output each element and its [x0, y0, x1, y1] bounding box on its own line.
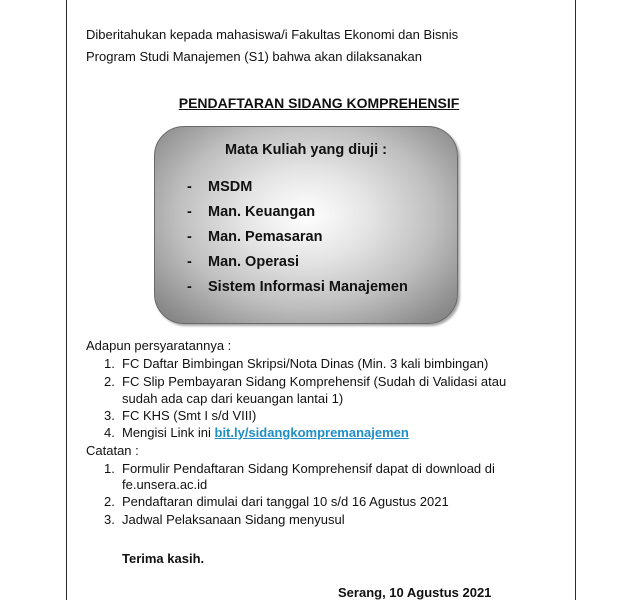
requirement-item: 1. FC Daftar Bimbingan Skripsi/Nota Dinas (Min. 3 kali bimbingan): [104, 356, 489, 371]
registration-link[interactable]: bit.ly/sidangkompremanajemen: [214, 425, 409, 440]
closing-text: Terima kasih.: [122, 551, 205, 566]
note-item: 1. Formulir Pendaftaran Sidang Komprehensif dapat di download di: [104, 461, 495, 476]
place-date: Serang, 10 Agustus 2021: [338, 585, 492, 600]
intro-line-1: Diberitahukan kepada mahasiswa/i Fakultas Ekonomi dan Bisnis: [86, 27, 459, 42]
requirement-item-continued: sudah ada cap dari keuangan lantai 1): [122, 391, 344, 406]
requirement-item: 4. Mengisi Link ini bit.ly/sidangkompremanajemen: [104, 425, 409, 440]
subjects-heading: Mata Kuliah yang diuji :: [225, 142, 387, 158]
page-title: PENDAFTARAN SIDANG KOMPREHENSIF: [178, 95, 460, 111]
requirement-item: 3. FC KHS (Smt I s/d VIII): [104, 408, 257, 423]
subject-item: - Man. Pemasaran: [187, 229, 323, 245]
requirement-item: 2. FC Slip Pembayaran Sidang Komprehensif (Sudah di Validasi atau: [104, 374, 507, 389]
note-item: 2. Pendaftaran dimulai dari tanggal 10 s/d 16 Agustus 2021: [104, 494, 449, 509]
note-item-continued: fe.unsera.ac.id: [122, 477, 208, 492]
subjects-box: [154, 126, 458, 324]
requirements-heading: Adapun persyaratannya :: [86, 338, 232, 353]
notes-heading: Catatan :: [86, 443, 139, 458]
subject-item: - MSDM: [187, 179, 253, 195]
subject-item: - Man. Keuangan: [187, 204, 316, 220]
intro-line-2: Program Studi Manajemen (S1) bahwa akan dilaksanakan: [86, 49, 423, 64]
note-item: 3. Jadwal Pelaksanaan Sidang menyusul: [104, 512, 345, 527]
subject-item: - Sistem Informasi Manajemen: [187, 279, 408, 295]
subject-item: - Man. Operasi: [187, 254, 300, 270]
